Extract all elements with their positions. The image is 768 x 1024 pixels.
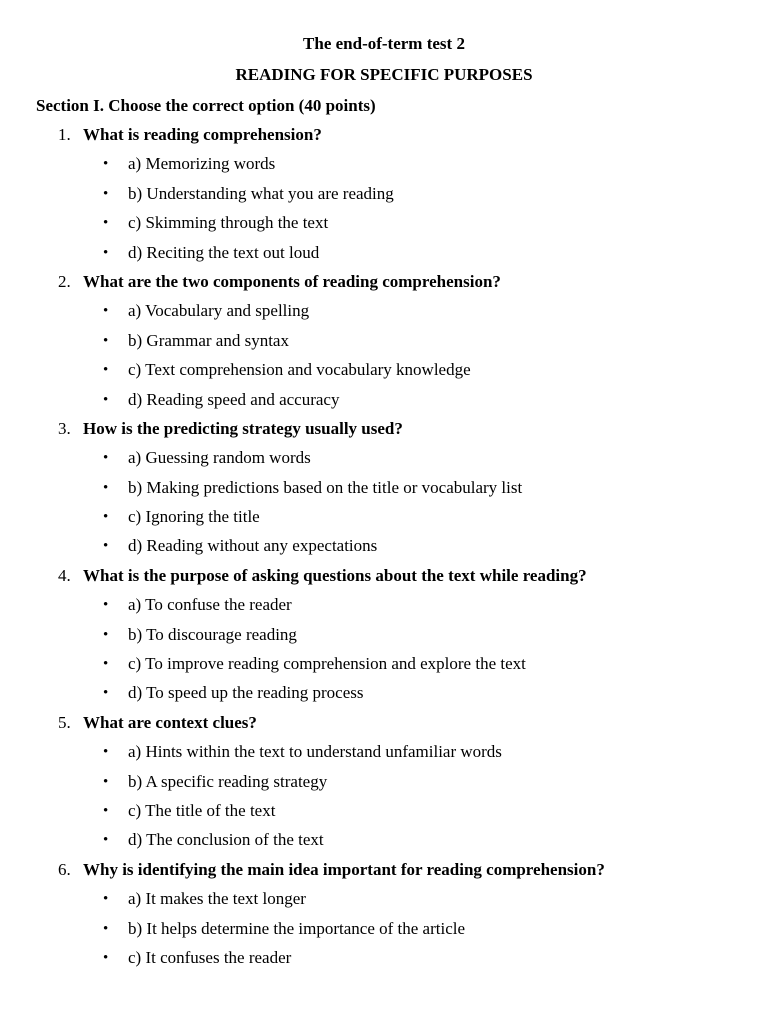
- section-heading: Section I. Choose the correct option (40 points): [36, 96, 376, 115]
- question-number: 1.: [58, 125, 71, 144]
- option-item: [0, 919, 768, 948]
- option-item: [0, 301, 768, 330]
- bullet-icon: •: [103, 891, 109, 908]
- option-item: [0, 830, 768, 859]
- option-item: [0, 213, 768, 242]
- option-item: [0, 742, 768, 771]
- question-5: [0, 713, 768, 742]
- bullet-icon: •: [103, 332, 109, 349]
- question-1: [0, 125, 768, 154]
- option-text: b) A specific reading strategy: [128, 771, 328, 791]
- bullet-icon: •: [103, 509, 109, 526]
- option-text: b) Grammar and syntax: [128, 330, 289, 350]
- option-item: [0, 331, 768, 360]
- option-text: b) Understanding what you are reading: [128, 183, 394, 203]
- option-text: b) To discourage reading: [128, 624, 297, 644]
- option-item: [0, 889, 768, 918]
- option-item: [0, 507, 768, 536]
- bullet-icon: •: [103, 920, 109, 937]
- question-text: Why is identifying the main idea important for reading comprehension?: [83, 859, 605, 879]
- option-text: d) To speed up the reading process: [128, 683, 364, 703]
- option-item: [0, 184, 768, 213]
- option-item: [0, 801, 768, 830]
- option-text: a) To confuse the reader: [128, 595, 292, 615]
- question-text: How is the predicting strategy usually used?: [83, 418, 403, 438]
- bullet-icon: •: [103, 685, 109, 702]
- option-text: a) Vocabulary and spelling: [128, 301, 310, 321]
- question-text: What are context clues?: [83, 712, 257, 732]
- question-number: 5.: [58, 712, 71, 732]
- bullet-icon: •: [103, 656, 109, 673]
- bullet-icon: •: [103, 597, 109, 614]
- option-text: b) It helps determine the importance of the article: [128, 918, 466, 938]
- question-text: What is the purpose of asking questions about the text while reading?: [83, 565, 587, 585]
- option-text: d) Reading without any expectations: [128, 536, 378, 556]
- option-item: [0, 154, 768, 183]
- option-text: a) Hints within the text to understand unfamiliar words: [128, 742, 502, 762]
- option-item: [0, 595, 768, 624]
- bullet-icon: •: [103, 303, 109, 320]
- bullet-icon: •: [103, 362, 109, 379]
- option-text: d) Reading speed and accuracy: [128, 389, 340, 409]
- option-item: [0, 625, 768, 654]
- option-item: [0, 772, 768, 801]
- bullet-icon: •: [103, 450, 109, 467]
- option-item: [0, 536, 768, 565]
- option-text: a) Memorizing words: [128, 154, 276, 174]
- option-text: a) Guessing random words: [128, 448, 311, 468]
- bullet-icon: •: [103, 538, 109, 555]
- bullet-icon: •: [103, 773, 109, 790]
- question-4: [0, 566, 768, 595]
- option-text: c) To improve reading comprehension and explore the text: [128, 654, 526, 674]
- question-3: [0, 419, 768, 448]
- option-item: [0, 243, 768, 272]
- question-number: 6.: [58, 859, 71, 879]
- bullet-icon: •: [103, 156, 109, 173]
- bullet-icon: •: [103, 244, 109, 261]
- bullet-icon: •: [103, 802, 109, 819]
- option-item: [0, 448, 768, 477]
- option-item: [0, 654, 768, 683]
- question-text: What is reading comprehension?: [83, 125, 322, 144]
- option-text: d) The conclusion of the text: [128, 830, 324, 850]
- bullet-icon: •: [103, 391, 109, 408]
- question-number: 2.: [58, 271, 71, 291]
- option-item: [0, 683, 768, 712]
- option-text: a) It makes the text longer: [128, 889, 306, 909]
- option-text: c) Skimming through the text: [128, 213, 329, 233]
- option-text: c) It confuses the reader: [128, 947, 292, 967]
- bullet-icon: •: [103, 215, 109, 232]
- bullet-icon: •: [103, 479, 109, 496]
- option-item: [0, 948, 768, 977]
- option-text: c) The title of the text: [128, 800, 276, 820]
- option-item: [0, 390, 768, 419]
- bullet-icon: •: [103, 744, 109, 761]
- question-text: What are the two components of reading comprehension?: [83, 271, 501, 291]
- option-item: [0, 360, 768, 389]
- question-number: 4.: [58, 565, 71, 585]
- bullet-icon: •: [103, 832, 109, 849]
- option-item: [0, 478, 768, 507]
- test-title: The end-of-term test 2: [303, 34, 465, 53]
- option-text: c) Ignoring the title: [128, 507, 260, 527]
- bullet-icon: •: [103, 949, 109, 966]
- question-number: 3.: [58, 418, 71, 438]
- bullet-icon: •: [103, 626, 109, 643]
- subject-title: READING FOR SPECIFIC PURPOSES: [235, 65, 533, 84]
- option-text: c) Text comprehension and vocabulary knowledge: [128, 360, 471, 380]
- question-2: [0, 272, 768, 301]
- option-text: d) Reciting the text out loud: [128, 242, 320, 262]
- option-text: b) Making predictions based on the title or vocabulary list: [128, 477, 523, 497]
- question-6: [0, 860, 768, 889]
- bullet-icon: •: [103, 185, 109, 202]
- question-list: [0, 125, 768, 977]
